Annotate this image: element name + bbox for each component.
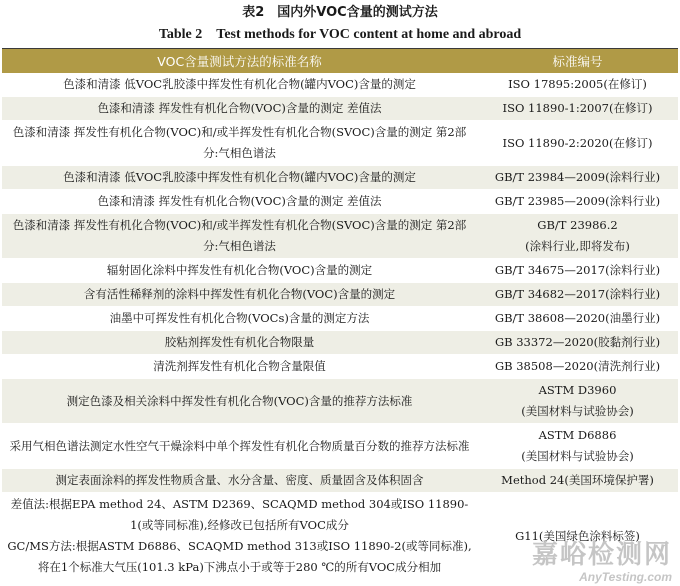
standard-name: 含有活性稀释剂的涂料中挥发性有机化合物(VOC)含量的测定	[2, 283, 477, 307]
table-row	[2, 166, 678, 190]
table-row	[2, 379, 678, 424]
standard-code: GB/T 23985—2009(涂料行业)	[477, 190, 678, 214]
table-row	[2, 493, 678, 580]
standard-code: ISO 11890-2:2020(在修订)	[477, 121, 678, 166]
standard-code: GB/T 34682—2017(涂料行业)	[477, 283, 678, 307]
standard-name: 油墨中可挥发性有机化合物(VOCs)含量的测定方法	[2, 307, 477, 331]
standard-code: GB/T 23986.2 (涂料行业,即将发布)	[477, 214, 678, 259]
standard-name: 差值法:根据EPA method 24、ASTM D2369、SCAQMD method 304或ISO 11890-1(或等同标准),经修改已包括所有VOC成分 GC/MS方法:根据ASTM D6886、SCAQMD method 313或ISO 11890-2(或等同标准),将在1个标准大气压(101.3 kPa)下沸点小于或等于280 ℃的所有VOC成分相加	[2, 493, 477, 580]
standard-code: ASTM D3960 (美国材料与试验协会)	[477, 379, 678, 424]
standard-name: 色漆和清漆 低VOC乳胶漆中挥发性有机化合物(罐内VOC)含量的测定	[2, 166, 477, 190]
standard-code: ISO 11890-1:2007(在修订)	[477, 97, 678, 121]
table-row	[2, 73, 678, 97]
table-row	[2, 355, 678, 379]
standard-name: 色漆和清漆 挥发性有机化合物(VOC)含量的测定 差值法	[2, 97, 477, 121]
column-header-code: 标准编号	[477, 49, 678, 74]
standard-code: ASTM D6886 (美国材料与试验协会)	[477, 424, 678, 469]
table-row	[2, 97, 678, 121]
standard-name: 色漆和清漆 挥发性有机化合物(VOC)含量的测定 差值法	[2, 190, 477, 214]
standard-name: 测定表面涂料的挥发性物质含量、水分含量、密度、质量固含及体积固含	[2, 469, 477, 493]
table-row	[2, 214, 678, 259]
standard-name: 色漆和清漆 低VOC乳胶漆中挥发性有机化合物(罐内VOC)含量的测定	[2, 73, 477, 97]
standard-code: Method 24(美国环境保护署)	[477, 469, 678, 493]
table-row	[2, 469, 678, 493]
table-row	[2, 259, 678, 283]
standard-code: ISO 17895:2005(在修订)	[477, 73, 678, 97]
watermark-text-en: AnyTesting.com	[579, 570, 672, 584]
standard-name: 色漆和清漆 挥发性有机化合物(VOC)和/或半挥发性有机化合物(SVOC)含量的测定 第2部分:气相色谱法	[2, 121, 477, 166]
standard-name: 胶粘剂挥发性有机化合物限量	[2, 331, 477, 355]
standard-name: 采用气相色谱法测定水性空气干燥涂料中单个挥发性有机化合物质量百分数的推荐方法标准	[2, 424, 477, 469]
standard-name: 色漆和清漆 挥发性有机化合物(VOC)和/或半挥发性有机化合物(SVOC)含量的测定 第2部分:气相色谱法	[2, 214, 477, 259]
standard-code: GB 38508—2020(清洗剂行业)	[477, 355, 678, 379]
table-caption-zh: 表2 国内外VOC含量的测试方法	[242, 5, 438, 20]
watermark-text-zh: 嘉峪检测网	[531, 540, 672, 570]
voc-standards-table	[2, 48, 678, 580]
standard-code: GB 33372—2020(胶黏剂行业)	[477, 331, 678, 355]
table-row	[2, 283, 678, 307]
table-row	[2, 307, 678, 331]
table-caption-en: Table 2 Test methods for VOC content at home and abroad	[158, 27, 522, 42]
standard-name: 辐射固化涂料中挥发性有机化合物(VOC)含量的测定	[2, 259, 477, 283]
standard-code: GB/T 23984—2009(涂料行业)	[477, 166, 678, 190]
standard-name: 清洗剂挥发性有机化合物含量限值	[2, 355, 477, 379]
table-row	[2, 424, 678, 469]
standard-name: 测定色漆及相关涂料中挥发性有机化合物(VOC)含量的推荐方法标准	[2, 379, 477, 424]
table-row	[2, 121, 678, 166]
standard-code: GB/T 38608—2020(油墨行业)	[477, 307, 678, 331]
table-row	[2, 190, 678, 214]
column-header-name: VOC含量测试方法的标准名称	[2, 49, 477, 74]
standard-code: G11(美国绿色涂料标签)	[477, 493, 678, 580]
table-header-row	[2, 49, 678, 74]
standard-code: GB/T 34675—2017(涂料行业)	[477, 259, 678, 283]
table-row	[2, 331, 678, 355]
